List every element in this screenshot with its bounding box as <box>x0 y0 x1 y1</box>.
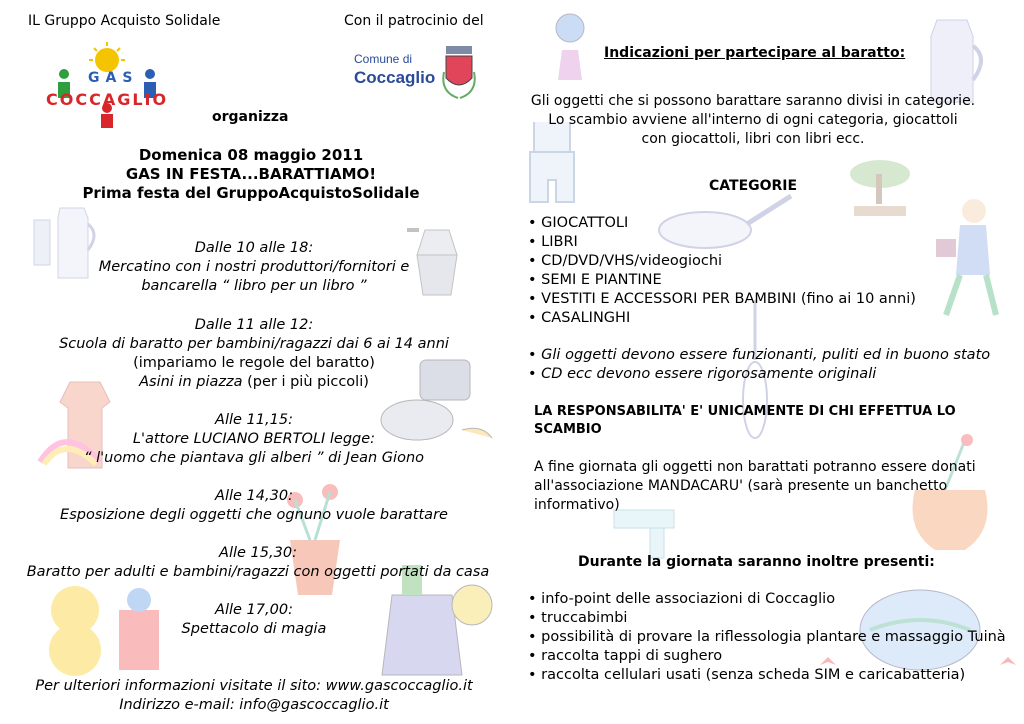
intro-line: Gli oggetti che si possono barattare saranno divisi in categorie. <box>530 93 976 109</box>
schedule-line: “ l'uomo che piantava gli alberi ” di Jean Giono <box>84 450 424 466</box>
leftover-notice <box>534 458 976 515</box>
schedule-line: Baratto per adulti e bambini/ragazzi con oggetti portati da casa <box>26 564 490 580</box>
instructions-heading: Indicazioni per partecipare al baratto: <box>604 45 906 61</box>
category-item: • SEMI E PIANTINE <box>528 271 916 290</box>
comune-logo-line1: Comune di <box>354 52 413 66</box>
instructions-intro <box>530 92 976 149</box>
also-present-item: • truccabimbi <box>528 609 1006 628</box>
also-present-item: • info-point delle associazioni di Coccaglio <box>528 590 1006 609</box>
schedule-item <box>22 544 494 582</box>
walking-man-icon <box>930 195 1010 325</box>
event-header <box>60 146 442 203</box>
rules-list <box>528 346 990 384</box>
comune-logo-line2: Coccaglio <box>354 68 436 87</box>
schedule-item <box>30 316 478 392</box>
email-line: Indirizzo e-mail: info@gascoccaglio.it <box>119 697 389 713</box>
schedule-item <box>30 411 478 468</box>
responsibility-notice <box>534 403 956 439</box>
schedule-line: bancarella “ libro per un libro ” <box>141 278 367 294</box>
organizza-label: organizza <box>212 109 289 125</box>
categories-heading: CATEGORIE <box>709 178 798 194</box>
schedule-line: Spettacolo di magia <box>181 621 327 637</box>
leftover-line: A fine giornata gli oggetti non barattati potranno essere donati <box>534 459 976 475</box>
also-present-item: • raccolta tappi di sughero <box>528 647 1006 666</box>
schedule-time: Alle 14,30: <box>215 488 293 504</box>
schedule-line-plain: (per i più piccoli) <box>242 374 369 390</box>
responsibility-line: LA RESPONSABILITA' E' UNICAMENTE DI CHI EFFETTUA LO <box>534 404 956 419</box>
schedule-item <box>30 239 478 296</box>
categories-list <box>528 214 916 328</box>
event-subtitle: Prima festa del GruppoAcquistoSolidale <box>82 184 420 202</box>
schedule-time: Alle 15,30: <box>219 545 297 561</box>
intro-line: Lo scambio avviene all'interno di ogni categoria, giocattoli <box>548 112 958 128</box>
category-item: • VESTITI E ACCESSORI PER BAMBINI (fino ai 10 anni) <box>528 290 916 309</box>
sun-icon <box>89 42 125 72</box>
schedule-line: L'attore LUCIANO BERTOLI legge: <box>132 431 376 447</box>
schedule-line: (impariamo le regole del baratto) <box>133 355 375 371</box>
intro-line: con giocattoli, libri con libri ecc. <box>641 131 865 147</box>
logo-word-coccaglio: COCCAGLIO <box>46 90 169 109</box>
category-item: • CD/DVD/VHS/videogiochi <box>528 252 916 271</box>
also-present-item: • possibilità di provare la riflessologia plantare e massaggio Tuinà <box>528 628 1006 647</box>
schedule-line <box>30 373 478 392</box>
also-present-item: • raccolta cellulari usati (senza scheda SIM e caricabatteria) <box>528 666 1006 685</box>
website-line: Per ulteriori informazioni visitate il sito: www.gascoccaglio.it <box>35 678 473 694</box>
schedule-line-italic: Asini in piazza <box>139 374 243 390</box>
responsibility-line: SCAMBIO <box>534 422 602 437</box>
logo-word-gas: GAS <box>88 70 139 86</box>
schedule-time: Alle 11,15: <box>215 412 293 428</box>
schedule-line: Esposizione degli oggetti che ognuno vuole barattare <box>60 507 448 523</box>
schedule-line: Scuola di baratto per bambini/ragazzi dai 6 ai 14 anni <box>59 336 449 352</box>
schedule-time: Alle 17,00: <box>215 602 293 618</box>
globe-kid-icon <box>548 10 598 90</box>
event-title: GAS IN FESTA...BARATTIAMO! <box>125 165 377 183</box>
leftover-line: informativo) <box>534 497 620 513</box>
rule-item: • Gli oggetti devono essere funzionanti, puliti ed in buono stato <box>528 346 990 365</box>
also-present-list <box>528 590 1006 685</box>
schedule-time: Dalle 10 alle 18: <box>194 240 314 256</box>
category-item: • LIBRI <box>528 233 916 252</box>
schedule-time: Dalle 11 alle 12: <box>194 317 314 333</box>
category-item: • GIOCATTOLI <box>528 214 916 233</box>
gas-coccaglio-logo <box>44 40 170 132</box>
schedule-line: Mercatino con i nostri produttori/fornitori e <box>98 259 410 275</box>
schedule-item <box>30 487 478 525</box>
category-item: • CASALINGHI <box>528 309 916 328</box>
comune-logo <box>354 44 484 104</box>
footer-contact <box>20 677 488 715</box>
rule-item: • CD ecc devono essere rigorosamente originali <box>528 365 990 384</box>
also-present-heading: Durante la giornata saranno inoltre presenti: <box>578 554 935 570</box>
patronage-label: Con il patrocinio del <box>344 13 484 29</box>
event-date: Domenica 08 maggio 2011 <box>138 146 364 164</box>
group-label: IL Gruppo Acquisto Solidale <box>28 13 221 29</box>
coat-of-arms-icon <box>442 44 476 102</box>
leftover-line: all'associazione MANDACARU' (sarà presente un banchetto <box>534 478 948 494</box>
schedule-item <box>30 601 478 639</box>
